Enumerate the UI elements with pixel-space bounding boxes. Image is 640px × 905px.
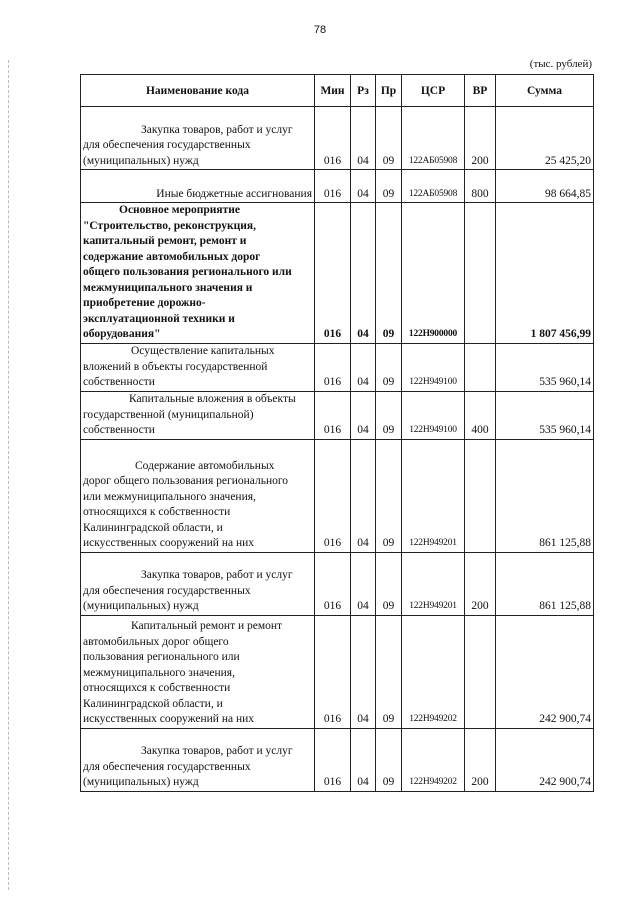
header-name: Наименование кода bbox=[81, 75, 315, 107]
row-pr: 09 bbox=[376, 107, 402, 170]
row-name-cell bbox=[81, 107, 315, 170]
row-csr: 122Н900000 bbox=[402, 203, 465, 344]
row-csr: 122Н949202 bbox=[402, 615, 465, 728]
row-rz: 04 bbox=[351, 107, 376, 170]
table-row bbox=[81, 203, 594, 344]
row-pr: 09 bbox=[376, 728, 402, 791]
row-min: 016 bbox=[315, 343, 351, 391]
row-csr: 122Н949100 bbox=[402, 343, 465, 391]
row-vr bbox=[465, 203, 496, 344]
budget-table bbox=[80, 74, 594, 792]
row-sum: 98 664,85 bbox=[496, 170, 594, 203]
row-sum: 25 425,20 bbox=[496, 107, 594, 170]
table-row bbox=[81, 728, 594, 791]
table-row bbox=[81, 107, 594, 170]
header-pr: Пр bbox=[376, 75, 402, 107]
row-name: Осуществление капитальных вложений в объекты государственной собственности bbox=[83, 345, 275, 388]
header-min: Мин bbox=[315, 75, 351, 107]
page-number: 78 bbox=[313, 24, 327, 36]
row-pr: 09 bbox=[376, 170, 402, 203]
row-csr: 122Н949100 bbox=[402, 391, 465, 439]
row-name: Капитальный ремонт и ремонт автомобильных дорог общего пользования регионального или межмуниципального значения, относящихся к собственности Калининградской области, и искусственных сооружений на них bbox=[83, 620, 283, 725]
row-rz: 04 bbox=[351, 728, 376, 791]
row-csr: 122Н949201 bbox=[402, 552, 465, 615]
row-min: 016 bbox=[315, 391, 351, 439]
row-rz: 04 bbox=[351, 170, 376, 203]
row-rz: 04 bbox=[351, 203, 376, 344]
row-min: 016 bbox=[315, 107, 351, 170]
row-name-cell bbox=[81, 728, 315, 791]
row-pr: 09 bbox=[376, 439, 402, 552]
row-name: Закупка товаров, работ и услуг для обеспечения государственных (муниципальных) нужд bbox=[83, 569, 293, 612]
row-csr: 122АБ05908 bbox=[402, 170, 465, 203]
row-sum: 1 807 456,99 bbox=[496, 203, 594, 344]
row-name: Иные бюджетные ассигнования bbox=[156, 187, 312, 200]
row-name-cell bbox=[81, 439, 315, 552]
table-row bbox=[81, 343, 594, 391]
row-vr bbox=[465, 615, 496, 728]
header-rz: Рз bbox=[351, 75, 376, 107]
row-sum: 861 125,88 bbox=[496, 439, 594, 552]
row-csr: 122Н949201 bbox=[402, 439, 465, 552]
row-name-cell bbox=[81, 615, 315, 728]
row-name: Закупка товаров, работ и услуг для обеспечения государственных (муниципальных) нужд bbox=[83, 123, 293, 167]
row-name-cell bbox=[81, 203, 315, 344]
row-rz: 04 bbox=[351, 391, 376, 439]
row-sum: 535 960,14 bbox=[496, 391, 594, 439]
row-rz: 04 bbox=[351, 343, 376, 391]
row-min: 016 bbox=[315, 170, 351, 203]
table-row bbox=[81, 439, 594, 552]
row-name-cell bbox=[81, 170, 315, 203]
table-row bbox=[81, 170, 594, 203]
row-name: Основное мероприятие "Строительство, реконструкция, капитальный ремонт, ремонт и содержание автомобильных дорог общего пользования регионального или межмуниципального значения и приобретение дорожно- эксплуатационной техники и оборудования" bbox=[83, 204, 292, 340]
row-min: 016 bbox=[315, 728, 351, 791]
row-vr: 200 bbox=[465, 107, 496, 170]
row-sum: 242 900,74 bbox=[496, 728, 594, 791]
header-vr: ВР bbox=[465, 75, 496, 107]
row-name-cell bbox=[81, 552, 315, 615]
row-vr: 200 bbox=[465, 728, 496, 791]
row-vr bbox=[465, 439, 496, 552]
row-vr: 800 bbox=[465, 170, 496, 203]
header-sum: Сумма bbox=[496, 75, 594, 107]
header-csr: ЦСР bbox=[402, 75, 465, 107]
table-row bbox=[81, 391, 594, 439]
row-name: Капитальные вложения в объекты государственной (муниципальной) собственности bbox=[83, 393, 296, 436]
row-min: 016 bbox=[315, 615, 351, 728]
row-min: 016 bbox=[315, 552, 351, 615]
row-vr: 400 bbox=[465, 391, 496, 439]
row-name: Содержание автомобильных дорог общего пользования регионального или межмуниципального значения, относящихся к собственности Калининградской области, и искусственных сооружений на них bbox=[83, 459, 289, 549]
unit-note: (тыс. рублей) bbox=[529, 58, 592, 70]
row-vr: 200 bbox=[465, 552, 496, 615]
row-pr: 09 bbox=[376, 391, 402, 439]
row-name-cell bbox=[81, 391, 315, 439]
row-pr: 09 bbox=[376, 615, 402, 728]
row-rz: 04 bbox=[351, 439, 376, 552]
table-header-row bbox=[81, 75, 594, 107]
row-sum: 535 960,14 bbox=[496, 343, 594, 391]
row-rz: 04 bbox=[351, 615, 376, 728]
row-min: 016 bbox=[315, 439, 351, 552]
row-name-cell bbox=[81, 343, 315, 391]
row-name: Закупка товаров, работ и услуг для обеспечения государственных (муниципальных) нужд bbox=[83, 745, 293, 788]
table-row bbox=[81, 552, 594, 615]
row-vr bbox=[465, 343, 496, 391]
row-sum: 861 125,88 bbox=[496, 552, 594, 615]
row-pr: 09 bbox=[376, 203, 402, 344]
row-rz: 04 bbox=[351, 552, 376, 615]
row-sum: 242 900,74 bbox=[496, 615, 594, 728]
row-min: 016 bbox=[315, 203, 351, 344]
row-pr: 09 bbox=[376, 343, 402, 391]
row-csr: 122Н949202 bbox=[402, 728, 465, 791]
row-csr: 122АБ05908 bbox=[402, 107, 465, 170]
page-margin-line bbox=[8, 60, 9, 890]
row-pr: 09 bbox=[376, 552, 402, 615]
table-row bbox=[81, 615, 594, 728]
